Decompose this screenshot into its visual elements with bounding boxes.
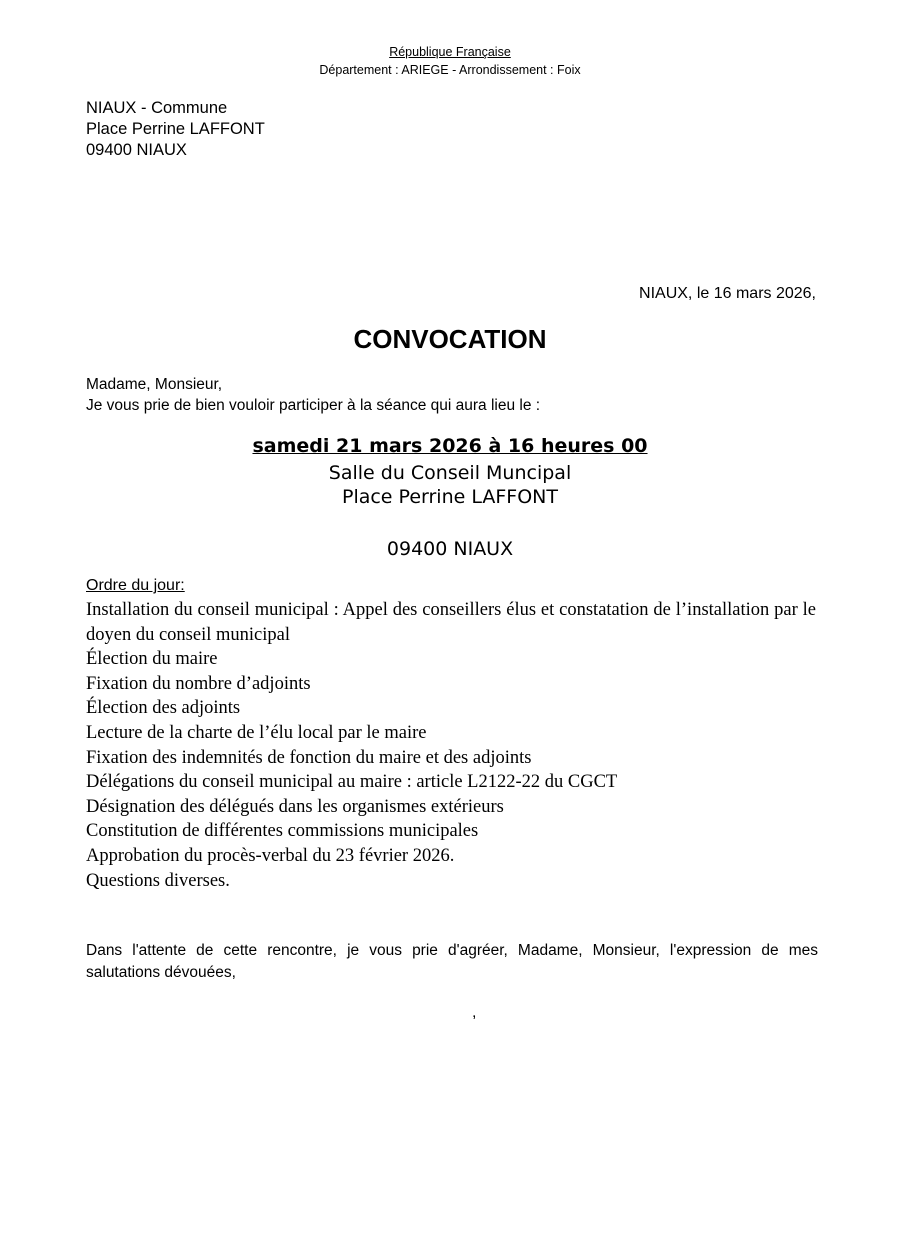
agenda-item: Approbation du procès-verbal du 23 février 2026. xyxy=(86,845,455,866)
meeting-city: 09400 NIAUX xyxy=(386,538,514,560)
agenda-list xyxy=(86,598,816,893)
department-header: Département : ARIEGE - Arrondissement : Foix xyxy=(319,63,581,77)
agenda-item: Fixation des indemnités de fonction du maire et des adjoints xyxy=(86,747,532,768)
agenda-item: Désignation des délégués dans les organismes extérieurs xyxy=(86,796,504,817)
sender-city: 09400 NIAUX xyxy=(86,141,187,159)
salutation: Madame, Monsieur, xyxy=(86,376,223,393)
agenda-item: Fixation du nombre d’adjoints xyxy=(86,673,311,694)
sender-name: NIAUX - Commune xyxy=(86,99,228,117)
agenda-item: Constitution de différentes commissions municipales xyxy=(86,821,479,842)
agenda-item: Installation du conseil municipal : Appel des conseillers élus et constatation de l’installation par le doyen du conseil municipal xyxy=(86,600,816,645)
agenda-label: Ordre du jour: xyxy=(86,577,185,594)
date-line: NIAUX, le 16 mars 2026, xyxy=(639,285,816,302)
meeting-street: Place Perrine LAFFONT xyxy=(341,486,558,508)
agenda-item: Délégations du conseil municipal au maire : article L2122-22 du CGCT xyxy=(86,772,618,793)
agenda-item: Lecture de la charte de l’élu local par le maire xyxy=(86,722,427,743)
agenda-item: Élection des adjoints xyxy=(86,698,241,719)
signature-placeholder: , xyxy=(472,1004,477,1021)
agenda-item: Élection du maire xyxy=(86,649,218,670)
agenda-item: Questions diverses. xyxy=(86,870,230,891)
republic-header: République Française xyxy=(389,45,511,59)
invitation-text: Je vous prie de bien vouloir participer à la séance qui aura lieu le : xyxy=(86,397,541,414)
page-title: CONVOCATION xyxy=(353,324,547,354)
meeting-room: Salle du Conseil Muncipal xyxy=(328,462,572,484)
sender-street: Place Perrine LAFFONT xyxy=(86,120,265,138)
closing-paragraph: Dans l'attente de cette rencontre, je vous prie d'agréer, Madame, Monsieur, l'expression de mes salutations dévouées, xyxy=(86,942,818,981)
meeting-datetime: samedi 21 mars 2026 à 16 heures 00 xyxy=(252,435,648,457)
